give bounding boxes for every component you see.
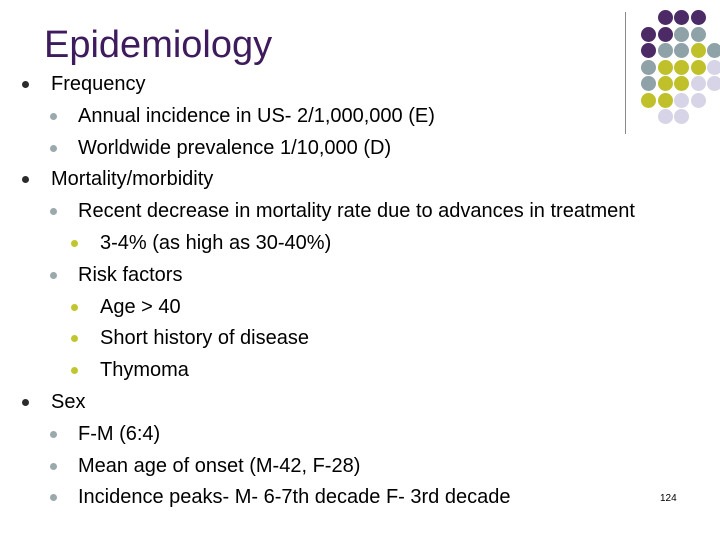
outline-item-level-2 [0,132,720,164]
decorative-dot [691,27,706,42]
outline-item-text: Mean age of onset (M-42, F-28) [78,454,361,477]
bullet-icon [50,272,57,279]
outline-item-level-2 [0,259,720,291]
bullet-icon [22,176,29,183]
decorative-dot [658,10,673,25]
outline-item-level-1 [0,386,720,418]
bullet-icon [50,113,57,120]
outline-item-level-3 [0,354,720,386]
outline-item-level-2 [0,481,720,513]
bullet-icon [50,208,57,215]
outline-item-text: Thymoma [100,359,189,382]
outline-item-text: Worldwide prevalence 1/10,000 (D) [78,136,392,159]
outline-item-text: F-M (6:4) [78,422,161,445]
slide-title: Epidemiology [44,24,273,66]
decorative-dot [674,27,689,42]
outline-item-text: Annual incidence in US- 2/1,000,000 (E) [78,104,435,127]
outline-item-text: Incidence peaks- M- 6-7th decade F- 3rd decade [78,486,511,509]
decorative-dot [641,43,656,58]
outline-item-text: Mortality/morbidity [51,168,214,191]
outline-item-level-3 [0,291,720,323]
bullet-icon [50,463,57,470]
bullet-icon [22,81,29,88]
outline-item-level-1 [0,68,720,100]
decorative-dot [691,10,706,25]
outline-item-level-2 [0,100,720,132]
bullet-icon [50,431,57,438]
bullet-icon [71,304,78,311]
outline-item-level-2 [0,450,720,482]
outline-item-text: Age > 40 [100,295,181,318]
outline-item-text: Recent decrease in mortality rate due to advances in treatment [78,200,635,223]
bullet-icon [50,145,57,152]
bullet-icon [71,367,78,374]
decorative-dot [707,43,720,58]
bullet-icon [71,335,78,342]
decorative-dot [658,43,673,58]
outline-item-level-2 [0,195,720,227]
outline-item-text: Sex [51,391,86,413]
decorative-dot [674,43,689,58]
page-number: 124 [660,493,677,504]
outline-item-text: 3-4% (as high as 30-40%) [100,232,332,254]
decorative-dot [641,27,656,42]
outline-item-level-2 [0,418,720,450]
decorative-dot [674,10,689,25]
outline-item-text: Risk factors [78,263,183,286]
bullet-icon [22,399,29,406]
outline-item-text: Frequency [51,73,146,95]
outline-item-level-3 [0,322,720,354]
outline-item-text: Short history of disease [100,327,309,350]
bullet-icon [50,494,57,501]
outline-item-level-1 [0,163,720,195]
outline-item-level-3 [0,227,720,259]
bullet-icon [71,240,78,247]
decorative-dot [658,27,673,42]
decorative-dot [691,43,706,58]
